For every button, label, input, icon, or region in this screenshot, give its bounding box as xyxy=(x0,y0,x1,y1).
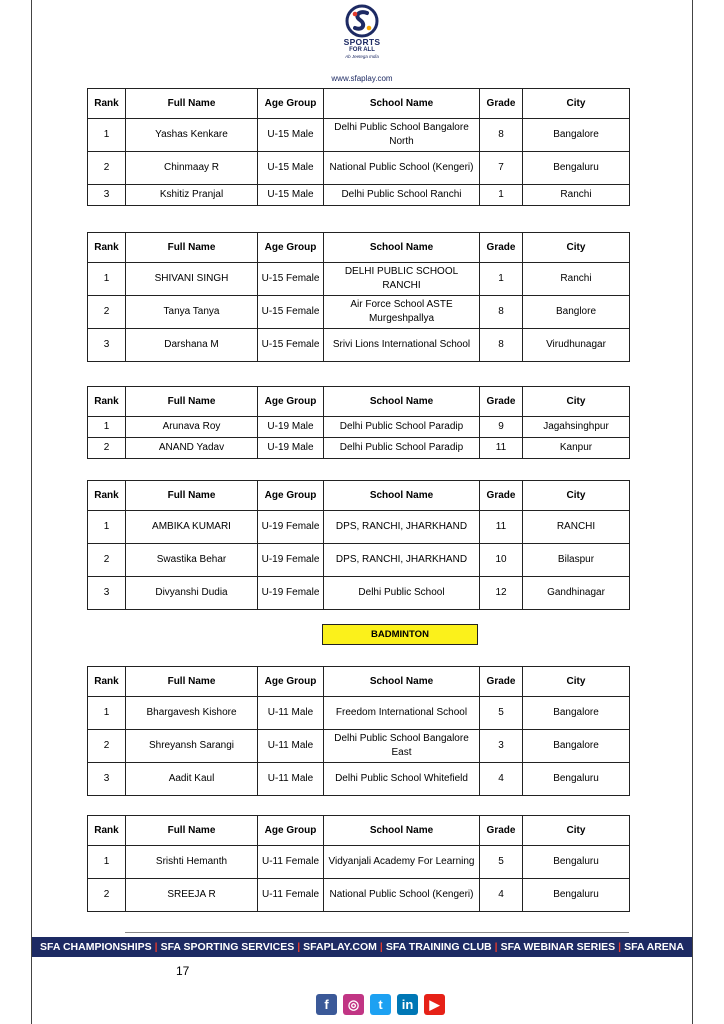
cell-rank: 2 xyxy=(88,438,126,459)
cell-city: Kanpur xyxy=(523,438,630,459)
cell-city: Bangalore xyxy=(523,697,630,730)
header-rank: Rank xyxy=(88,233,126,263)
cell-rank: 1 xyxy=(88,119,126,152)
cell-rank: 3 xyxy=(88,185,126,206)
ranking-table xyxy=(87,88,630,206)
page-border-right xyxy=(692,0,693,1024)
cell-city: RANCHI xyxy=(523,511,630,544)
table-row xyxy=(88,511,630,544)
cell-school: Delhi Public School Bangalore North xyxy=(324,119,480,152)
cell-name: Bhargavesh Kishore xyxy=(126,697,258,730)
table-header-row xyxy=(88,481,630,511)
cell-school: DELHI PUBLIC SCHOOL RANCHI xyxy=(324,263,480,296)
cell-age: U-19 Female xyxy=(258,577,324,610)
header-rank: Rank xyxy=(88,816,126,846)
cell-grade: 4 xyxy=(480,879,523,912)
cell-grade: 7 xyxy=(480,152,523,185)
cell-rank: 1 xyxy=(88,697,126,730)
header-grade: Grade xyxy=(480,89,523,119)
header-city: City xyxy=(523,481,630,511)
header-city: City xyxy=(523,387,630,417)
footer-rule xyxy=(125,932,629,933)
cell-grade: 11 xyxy=(480,511,523,544)
ranking-table xyxy=(87,815,630,912)
table-row xyxy=(88,296,630,329)
cell-city: Ranchi xyxy=(523,263,630,296)
footer-link[interactable]: SFAPLAY.COM xyxy=(303,941,377,953)
cell-school: Delhi Public School xyxy=(324,577,480,610)
facebook-icon[interactable]: f xyxy=(316,994,337,1015)
website-link[interactable]: www.sfaplay.com xyxy=(331,74,393,83)
footer-bar xyxy=(32,937,692,957)
header-grade: Grade xyxy=(480,816,523,846)
cell-school: Delhi Public School Paradip xyxy=(324,417,480,438)
cell-age: U-11 Male xyxy=(258,697,324,730)
cell-age: U-15 Female xyxy=(258,296,324,329)
footer-separator: | xyxy=(297,941,301,953)
cell-name: Arunava Roy xyxy=(126,417,258,438)
cell-grade: 8 xyxy=(480,329,523,362)
table-row xyxy=(88,763,630,796)
table-header-row xyxy=(88,816,630,846)
cell-grade: 10 xyxy=(480,544,523,577)
page-border-left xyxy=(31,0,32,1024)
header-city: City xyxy=(523,667,630,697)
cell-name: Shreyansh Sarangi xyxy=(126,730,258,763)
header-rank: Rank xyxy=(88,481,126,511)
header-full-name: Full Name xyxy=(126,481,258,511)
table-row xyxy=(88,185,630,206)
footer-separator: | xyxy=(618,941,622,953)
table-row xyxy=(88,329,630,362)
cell-grade: 8 xyxy=(480,119,523,152)
cell-school: Delhi Public School Bangalore East xyxy=(324,730,480,763)
cell-grade: 4 xyxy=(480,763,523,796)
header-grade: Grade xyxy=(480,233,523,263)
cell-age: U-19 Female xyxy=(258,511,324,544)
cell-rank: 1 xyxy=(88,846,126,879)
ranking-table xyxy=(87,666,630,796)
cell-name: SREEJA R xyxy=(126,879,258,912)
cell-city: Bilaspur xyxy=(523,544,630,577)
logo-tagline: Ab Jeetega India xyxy=(345,54,379,59)
table-row xyxy=(88,697,630,730)
table-row xyxy=(88,577,630,610)
footer-link[interactable]: SFA CHAMPIONSHIPS xyxy=(40,941,152,953)
header-rank: Rank xyxy=(88,667,126,697)
table-row xyxy=(88,730,630,763)
header-school-name: School Name xyxy=(324,667,480,697)
ranking-table xyxy=(87,386,630,459)
cell-name: Chinmaay R xyxy=(126,152,258,185)
table-row xyxy=(88,263,630,296)
cell-school: Air Force School ASTE Murgeshpallya xyxy=(324,296,480,329)
table-row xyxy=(88,846,630,879)
header-age-group: Age Group xyxy=(258,481,324,511)
cell-age: U-19 Male xyxy=(258,438,324,459)
table-header-row xyxy=(88,233,630,263)
header-rank: Rank xyxy=(88,387,126,417)
table-row xyxy=(88,438,630,459)
instagram-icon[interactable]: ◎ xyxy=(343,994,364,1015)
cell-school: Vidyanjali Academy For Learning xyxy=(324,846,480,879)
footer-separator: | xyxy=(494,941,498,953)
header-age-group: Age Group xyxy=(258,233,324,263)
header-school-name: School Name xyxy=(324,233,480,263)
header-grade: Grade xyxy=(480,481,523,511)
cell-rank: 2 xyxy=(88,879,126,912)
cell-city: Virudhunagar xyxy=(523,329,630,362)
cell-rank: 2 xyxy=(88,544,126,577)
ranking-table xyxy=(87,232,630,362)
table-header-row xyxy=(88,89,630,119)
cell-school: Delhi Public School Ranchi xyxy=(324,185,480,206)
cell-grade: 8 xyxy=(480,296,523,329)
sfa-logo-icon xyxy=(345,4,379,38)
header-school-name: School Name xyxy=(324,481,480,511)
ranking-table xyxy=(87,480,630,610)
header-full-name: Full Name xyxy=(126,816,258,846)
cell-age: U-15 Male xyxy=(258,185,324,206)
cell-grade: 1 xyxy=(480,185,523,206)
page-number: 17 xyxy=(176,964,190,978)
logo-title: SPORTS xyxy=(343,37,381,47)
header-city: City xyxy=(523,816,630,846)
cell-grade: 9 xyxy=(480,417,523,438)
cell-name: AMBIKA KUMARI xyxy=(126,511,258,544)
cell-city: Gandhinagar xyxy=(523,577,630,610)
social-icons xyxy=(316,994,445,1015)
header-age-group: Age Group xyxy=(258,667,324,697)
cell-school: DPS, RANCHI, JHARKHAND xyxy=(324,511,480,544)
logo-subtitle: FOR ALL xyxy=(349,47,375,53)
cell-city: Bengaluru xyxy=(523,846,630,879)
table-header-row xyxy=(88,387,630,417)
footer-separator: | xyxy=(379,941,383,953)
cell-age: U-19 Female xyxy=(258,544,324,577)
header-city: City xyxy=(523,233,630,263)
cell-rank: 1 xyxy=(88,417,126,438)
header-school-name: School Name xyxy=(324,816,480,846)
header-full-name: Full Name xyxy=(126,233,258,263)
footer-link[interactable]: SFA WEBINAR SERIES xyxy=(500,941,616,953)
header-school-name: School Name xyxy=(324,387,480,417)
header-age-group: Age Group xyxy=(258,816,324,846)
table-row xyxy=(88,152,630,185)
cell-name: Kshitiz Pranjal xyxy=(126,185,258,206)
cell-school: Srivi Lions International School xyxy=(324,329,480,362)
section-label-badminton: BADMINTON xyxy=(322,624,478,645)
header-age-group: Age Group xyxy=(258,89,324,119)
cell-age: U-11 Female xyxy=(258,846,324,879)
cell-school: Freedom International School xyxy=(324,697,480,730)
header-rank: Rank xyxy=(88,89,126,119)
cell-city: Ranchi xyxy=(523,185,630,206)
footer-link[interactable]: SFA TRAINING CLUB xyxy=(385,941,492,953)
footer-link[interactable]: SFA ARENA xyxy=(624,941,684,953)
cell-age: U-15 Male xyxy=(258,152,324,185)
cell-city: Bengaluru xyxy=(523,763,630,796)
twitter-icon[interactable]: t xyxy=(370,994,391,1015)
cell-age: U-15 Male xyxy=(258,119,324,152)
table-header-row xyxy=(88,667,630,697)
cell-grade: 5 xyxy=(480,697,523,730)
cell-rank: 2 xyxy=(88,152,126,185)
cell-rank: 3 xyxy=(88,577,126,610)
cell-city: Bangalore xyxy=(523,119,630,152)
cell-age: U-19 Male xyxy=(258,417,324,438)
sfa-logo xyxy=(332,4,392,66)
cell-city: Bengaluru xyxy=(523,152,630,185)
cell-name: SHIVANI SINGH xyxy=(126,263,258,296)
header-full-name: Full Name xyxy=(126,667,258,697)
cell-city: Jagahsinghpur xyxy=(523,417,630,438)
table-row xyxy=(88,879,630,912)
table-row xyxy=(88,119,630,152)
table-row xyxy=(88,417,630,438)
cell-school: National Public School (Kengeri) xyxy=(324,879,480,912)
cell-school: Delhi Public School Whitefield xyxy=(324,763,480,796)
header-age-group: Age Group xyxy=(258,387,324,417)
cell-rank: 2 xyxy=(88,730,126,763)
header-city: City xyxy=(523,89,630,119)
cell-rank: 3 xyxy=(88,329,126,362)
footer-separator: | xyxy=(154,941,158,953)
header-school-name: School Name xyxy=(324,89,480,119)
cell-school: Delhi Public School Paradip xyxy=(324,438,480,459)
cell-age: U-15 Female xyxy=(258,329,324,362)
cell-rank: 3 xyxy=(88,763,126,796)
cell-age: U-11 Male xyxy=(258,763,324,796)
footer-link[interactable]: SFA SPORTING SERVICES xyxy=(160,941,295,953)
cell-age: U-11 Male xyxy=(258,730,324,763)
header-grade: Grade xyxy=(480,667,523,697)
table-row xyxy=(88,544,630,577)
cell-name: Divyanshi Dudia xyxy=(126,577,258,610)
header-full-name: Full Name xyxy=(126,387,258,417)
cell-grade: 5 xyxy=(480,846,523,879)
cell-grade: 3 xyxy=(480,730,523,763)
cell-grade: 1 xyxy=(480,263,523,296)
header-full-name: Full Name xyxy=(126,89,258,119)
cell-name: Darshana M xyxy=(126,329,258,362)
cell-age: U-11 Female xyxy=(258,879,324,912)
cell-rank: 1 xyxy=(88,511,126,544)
cell-grade: 11 xyxy=(480,438,523,459)
cell-city: Bengaluru xyxy=(523,879,630,912)
cell-age: U-15 Female xyxy=(258,263,324,296)
cell-name: ANAND Yadav xyxy=(126,438,258,459)
cell-city: Banglore xyxy=(523,296,630,329)
cell-name: Tanya Tanya xyxy=(126,296,258,329)
cell-name: Srishti Hemanth xyxy=(126,846,258,879)
cell-rank: 2 xyxy=(88,296,126,329)
cell-school: DPS, RANCHI, JHARKHAND xyxy=(324,544,480,577)
header-grade: Grade xyxy=(480,387,523,417)
cell-name: Yashas Kenkare xyxy=(126,119,258,152)
cell-name: Aadit Kaul xyxy=(126,763,258,796)
cell-city: Bangalore xyxy=(523,730,630,763)
cell-school: National Public School (Kengeri) xyxy=(324,152,480,185)
linkedin-icon[interactable]: in xyxy=(397,994,418,1015)
youtube-icon[interactable]: ▶ xyxy=(424,994,445,1015)
cell-name: Swastika Behar xyxy=(126,544,258,577)
cell-rank: 1 xyxy=(88,263,126,296)
cell-grade: 12 xyxy=(480,577,523,610)
